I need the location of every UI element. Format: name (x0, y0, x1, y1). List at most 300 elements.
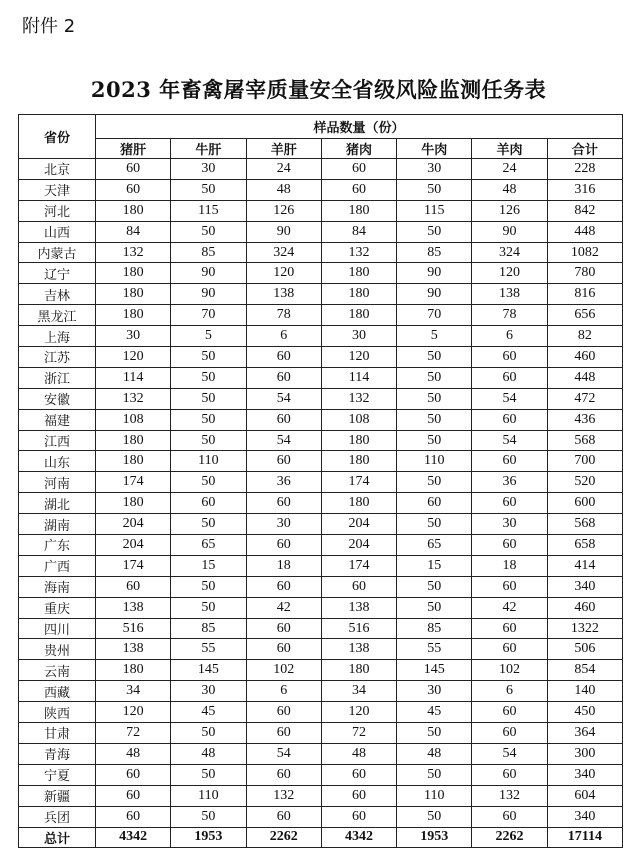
value-cell: 204 (96, 514, 171, 535)
value-cell: 17114 (547, 827, 622, 848)
value-cell: 180 (321, 451, 396, 472)
value-cell: 54 (472, 388, 547, 409)
value-cell: 54 (246, 743, 321, 764)
table-row (19, 263, 623, 284)
column-header: 猪肝 (96, 139, 171, 159)
value-cell: 50 (397, 597, 472, 618)
value-cell: 60 (246, 702, 321, 723)
value-cell: 145 (171, 660, 246, 681)
province-cell: 新疆 (19, 785, 96, 806)
value-cell: 842 (547, 200, 622, 221)
value-cell: 324 (246, 242, 321, 263)
value-cell: 5 (171, 326, 246, 347)
value-cell: 60 (246, 639, 321, 660)
value-cell: 50 (171, 388, 246, 409)
table-row (19, 326, 623, 347)
table-row (19, 514, 623, 535)
column-header: 牛肉 (397, 139, 472, 159)
value-cell: 60 (472, 639, 547, 660)
value-cell: 60 (472, 347, 547, 368)
value-cell: 60 (472, 702, 547, 723)
value-cell: 50 (397, 806, 472, 827)
table-row (19, 305, 623, 326)
table-row (19, 388, 623, 409)
value-cell: 780 (547, 263, 622, 284)
column-header: 羊肉 (472, 139, 547, 159)
value-cell: 50 (397, 409, 472, 430)
table-row (19, 430, 623, 451)
value-cell: 436 (547, 409, 622, 430)
value-cell: 54 (246, 388, 321, 409)
value-cell: 816 (547, 284, 622, 305)
value-cell: 4342 (96, 827, 171, 848)
value-cell: 448 (547, 221, 622, 242)
value-cell: 364 (547, 723, 622, 744)
value-cell: 50 (171, 806, 246, 827)
value-cell: 30 (96, 326, 171, 347)
value-cell: 30 (397, 681, 472, 702)
value-cell: 450 (547, 702, 622, 723)
province-cell: 兵团 (19, 806, 96, 827)
value-cell: 60 (472, 806, 547, 827)
value-cell: 50 (171, 764, 246, 785)
value-cell: 138 (96, 639, 171, 660)
value-cell: 55 (397, 639, 472, 660)
value-cell: 174 (96, 555, 171, 576)
value-cell: 60 (246, 493, 321, 514)
province-cell: 总计 (19, 827, 96, 848)
value-cell: 54 (472, 743, 547, 764)
table-row (19, 200, 623, 221)
value-cell: 300 (547, 743, 622, 764)
table-row (19, 242, 623, 263)
value-cell: 42 (246, 597, 321, 618)
province-cell: 重庆 (19, 597, 96, 618)
value-cell: 120 (96, 702, 171, 723)
value-cell: 114 (321, 367, 396, 388)
value-cell: 18 (246, 555, 321, 576)
value-cell: 50 (171, 430, 246, 451)
province-cell: 上海 (19, 326, 96, 347)
value-cell: 90 (246, 221, 321, 242)
value-cell: 48 (96, 743, 171, 764)
province-cell: 西藏 (19, 681, 96, 702)
value-cell: 604 (547, 785, 622, 806)
value-cell: 656 (547, 305, 622, 326)
table-row (19, 159, 623, 180)
province-cell: 甘肃 (19, 723, 96, 744)
value-cell: 48 (171, 743, 246, 764)
value-cell: 340 (547, 576, 622, 597)
province-cell: 湖北 (19, 493, 96, 514)
value-cell: 174 (321, 472, 396, 493)
value-cell: 30 (397, 159, 472, 180)
province-cell: 云南 (19, 660, 96, 681)
province-cell: 江苏 (19, 347, 96, 368)
value-cell: 1953 (397, 827, 472, 848)
value-cell: 138 (321, 597, 396, 618)
value-cell: 138 (96, 597, 171, 618)
value-cell: 180 (96, 660, 171, 681)
value-cell: 60 (472, 618, 547, 639)
value-cell: 60 (246, 535, 321, 556)
province-cell: 陕西 (19, 702, 96, 723)
table-row (19, 555, 623, 576)
value-cell: 180 (321, 660, 396, 681)
value-cell: 60 (321, 576, 396, 597)
value-cell: 114 (96, 367, 171, 388)
value-cell: 60 (321, 764, 396, 785)
table-row (19, 451, 623, 472)
value-cell: 520 (547, 472, 622, 493)
value-cell: 65 (171, 535, 246, 556)
value-cell: 115 (171, 200, 246, 221)
value-cell: 110 (171, 785, 246, 806)
value-cell: 180 (96, 451, 171, 472)
value-cell: 90 (171, 284, 246, 305)
value-cell: 568 (547, 514, 622, 535)
table-row (19, 472, 623, 493)
table-row (19, 618, 623, 639)
value-cell: 50 (397, 576, 472, 597)
value-cell: 36 (246, 472, 321, 493)
value-cell: 60 (472, 576, 547, 597)
value-cell: 72 (96, 723, 171, 744)
value-cell: 50 (171, 723, 246, 744)
value-cell: 60 (321, 179, 396, 200)
table-row (19, 764, 623, 785)
province-cell: 广西 (19, 555, 96, 576)
value-cell: 15 (171, 555, 246, 576)
value-cell: 180 (96, 493, 171, 514)
value-cell: 50 (171, 367, 246, 388)
table-row (19, 660, 623, 681)
value-cell: 110 (397, 785, 472, 806)
document-title: 2023 年畜禽屠宰质量安全省级风险监测任务表 (90, 77, 547, 102)
province-cell: 湖南 (19, 514, 96, 535)
province-cell: 吉林 (19, 284, 96, 305)
table-row (19, 806, 623, 827)
value-cell: 30 (246, 514, 321, 535)
value-cell: 180 (96, 284, 171, 305)
value-cell: 85 (397, 242, 472, 263)
value-cell: 140 (547, 681, 622, 702)
value-cell: 60 (96, 806, 171, 827)
value-cell: 138 (246, 284, 321, 305)
value-cell: 120 (472, 263, 547, 284)
value-cell: 34 (96, 681, 171, 702)
value-cell: 50 (397, 514, 472, 535)
table-row (19, 597, 623, 618)
table-row (19, 179, 623, 200)
value-cell: 180 (321, 430, 396, 451)
value-cell: 30 (171, 159, 246, 180)
value-cell: 60 (246, 409, 321, 430)
attachment-label: 附件 2 (22, 16, 76, 37)
value-cell: 60 (96, 764, 171, 785)
value-cell: 132 (472, 785, 547, 806)
value-cell: 70 (171, 305, 246, 326)
province-cell: 河南 (19, 472, 96, 493)
value-cell: 180 (321, 284, 396, 305)
value-cell: 108 (96, 409, 171, 430)
value-cell: 55 (171, 639, 246, 660)
value-cell: 2262 (472, 827, 547, 848)
value-cell: 50 (397, 430, 472, 451)
table-row (19, 743, 623, 764)
table-row (19, 409, 623, 430)
value-cell: 120 (246, 263, 321, 284)
value-cell: 60 (246, 618, 321, 639)
province-cell: 广东 (19, 535, 96, 556)
value-cell: 138 (472, 284, 547, 305)
value-cell: 516 (321, 618, 396, 639)
table-row (19, 347, 623, 368)
value-cell: 340 (547, 806, 622, 827)
value-cell: 60 (246, 347, 321, 368)
value-cell: 48 (246, 179, 321, 200)
value-cell: 414 (547, 555, 622, 576)
value-cell: 30 (472, 514, 547, 535)
value-cell: 60 (246, 764, 321, 785)
value-cell: 78 (246, 305, 321, 326)
value-cell: 174 (96, 472, 171, 493)
value-cell: 50 (171, 514, 246, 535)
province-cell: 浙江 (19, 367, 96, 388)
value-cell: 102 (472, 660, 547, 681)
value-cell: 6 (246, 326, 321, 347)
value-cell: 60 (321, 785, 396, 806)
value-cell: 132 (96, 242, 171, 263)
value-cell: 50 (397, 472, 472, 493)
table-row (19, 284, 623, 305)
value-cell: 45 (171, 702, 246, 723)
table-row (19, 221, 623, 242)
province-cell: 安徽 (19, 388, 96, 409)
province-cell: 青海 (19, 743, 96, 764)
value-cell: 516 (96, 618, 171, 639)
value-cell: 50 (397, 347, 472, 368)
table-row (19, 639, 623, 660)
value-cell: 60 (472, 409, 547, 430)
value-cell: 324 (472, 242, 547, 263)
value-cell: 460 (547, 347, 622, 368)
value-cell: 138 (321, 639, 396, 660)
value-cell: 54 (246, 430, 321, 451)
value-cell: 204 (321, 514, 396, 535)
value-cell: 24 (246, 159, 321, 180)
province-cell: 黑龙江 (19, 305, 96, 326)
value-cell: 50 (397, 367, 472, 388)
value-cell: 70 (397, 305, 472, 326)
value-cell: 115 (397, 200, 472, 221)
table-row (19, 493, 623, 514)
value-cell: 6 (472, 326, 547, 347)
value-cell: 126 (246, 200, 321, 221)
value-cell: 82 (547, 326, 622, 347)
value-cell: 36 (472, 472, 547, 493)
value-cell: 60 (472, 493, 547, 514)
value-cell: 60 (472, 535, 547, 556)
value-cell: 60 (246, 367, 321, 388)
value-cell: 180 (96, 305, 171, 326)
province-cell: 山东 (19, 451, 96, 472)
province-cell: 山西 (19, 221, 96, 242)
value-cell: 60 (472, 723, 547, 744)
sample-count-header: 样品数量（份） (96, 115, 623, 139)
value-cell: 48 (397, 743, 472, 764)
value-cell: 90 (397, 284, 472, 305)
value-cell: 204 (321, 535, 396, 556)
value-cell: 30 (171, 681, 246, 702)
value-cell: 60 (96, 576, 171, 597)
value-cell: 145 (397, 660, 472, 681)
value-cell: 85 (397, 618, 472, 639)
table-row (19, 576, 623, 597)
value-cell: 228 (547, 159, 622, 180)
value-cell: 120 (96, 347, 171, 368)
value-cell: 1322 (547, 618, 622, 639)
column-header: 羊肝 (246, 139, 321, 159)
value-cell: 658 (547, 535, 622, 556)
value-cell: 50 (171, 221, 246, 242)
value-cell: 34 (321, 681, 396, 702)
value-cell: 60 (472, 367, 547, 388)
value-cell: 85 (171, 242, 246, 263)
value-cell: 854 (547, 660, 622, 681)
value-cell: 460 (547, 597, 622, 618)
value-cell: 180 (321, 200, 396, 221)
value-cell: 30 (321, 326, 396, 347)
value-cell: 1953 (171, 827, 246, 848)
value-cell: 60 (246, 806, 321, 827)
table-row (19, 785, 623, 806)
table-row (19, 535, 623, 556)
value-cell: 90 (171, 263, 246, 284)
province-cell: 天津 (19, 179, 96, 200)
value-cell: 42 (472, 597, 547, 618)
value-cell: 48 (472, 179, 547, 200)
value-cell: 50 (171, 409, 246, 430)
value-cell: 84 (96, 221, 171, 242)
value-cell: 1082 (547, 242, 622, 263)
column-header: 合计 (547, 139, 622, 159)
value-cell: 5 (397, 326, 472, 347)
column-header: 牛肝 (171, 139, 246, 159)
value-cell: 448 (547, 367, 622, 388)
value-cell: 340 (547, 764, 622, 785)
task-table (18, 114, 623, 848)
value-cell: 60 (246, 576, 321, 597)
value-cell: 120 (321, 702, 396, 723)
value-cell: 472 (547, 388, 622, 409)
province-header: 省份 (19, 115, 96, 159)
value-cell: 45 (397, 702, 472, 723)
province-cell: 贵州 (19, 639, 96, 660)
value-cell: 15 (397, 555, 472, 576)
province-cell: 海南 (19, 576, 96, 597)
value-cell: 54 (472, 430, 547, 451)
province-cell: 宁夏 (19, 764, 96, 785)
value-cell: 60 (246, 451, 321, 472)
value-cell: 78 (472, 305, 547, 326)
value-cell: 65 (397, 535, 472, 556)
value-cell: 174 (321, 555, 396, 576)
value-cell: 60 (472, 451, 547, 472)
value-cell: 60 (96, 179, 171, 200)
value-cell: 126 (472, 200, 547, 221)
value-cell: 50 (171, 576, 246, 597)
value-cell: 60 (472, 764, 547, 785)
value-cell: 316 (547, 179, 622, 200)
total-row (19, 827, 623, 848)
value-cell: 132 (321, 242, 396, 263)
value-cell: 85 (171, 618, 246, 639)
value-cell: 204 (96, 535, 171, 556)
value-cell: 60 (321, 159, 396, 180)
value-cell: 132 (246, 785, 321, 806)
value-cell: 50 (171, 347, 246, 368)
value-cell: 102 (246, 660, 321, 681)
table-row (19, 367, 623, 388)
value-cell: 60 (321, 806, 396, 827)
column-header: 猪肉 (321, 139, 396, 159)
value-cell: 180 (96, 430, 171, 451)
value-cell: 50 (397, 221, 472, 242)
province-cell: 江西 (19, 430, 96, 451)
value-cell: 72 (321, 723, 396, 744)
value-cell: 110 (171, 451, 246, 472)
value-cell: 180 (96, 263, 171, 284)
value-cell: 50 (397, 723, 472, 744)
value-cell: 2262 (246, 827, 321, 848)
value-cell: 180 (321, 263, 396, 284)
province-cell: 辽宁 (19, 263, 96, 284)
value-cell: 60 (397, 493, 472, 514)
value-cell: 90 (472, 221, 547, 242)
value-cell: 60 (171, 493, 246, 514)
table-row (19, 723, 623, 744)
value-cell: 48 (321, 743, 396, 764)
value-cell: 506 (547, 639, 622, 660)
value-cell: 180 (321, 305, 396, 326)
value-cell: 108 (321, 409, 396, 430)
value-cell: 120 (321, 347, 396, 368)
value-cell: 50 (171, 472, 246, 493)
value-cell: 50 (171, 179, 246, 200)
value-cell: 18 (472, 555, 547, 576)
province-cell: 北京 (19, 159, 96, 180)
province-cell: 四川 (19, 618, 96, 639)
province-cell: 内蒙古 (19, 242, 96, 263)
value-cell: 700 (547, 451, 622, 472)
value-cell: 180 (96, 200, 171, 221)
value-cell: 6 (246, 681, 321, 702)
table-row (19, 681, 623, 702)
value-cell: 132 (321, 388, 396, 409)
value-cell: 60 (96, 785, 171, 806)
value-cell: 24 (472, 159, 547, 180)
value-cell: 60 (96, 159, 171, 180)
value-cell: 180 (321, 493, 396, 514)
value-cell: 84 (321, 221, 396, 242)
table-row (19, 702, 623, 723)
value-cell: 50 (171, 597, 246, 618)
value-cell: 4342 (321, 827, 396, 848)
value-cell: 132 (96, 388, 171, 409)
value-cell: 50 (397, 764, 472, 785)
value-cell: 568 (547, 430, 622, 451)
